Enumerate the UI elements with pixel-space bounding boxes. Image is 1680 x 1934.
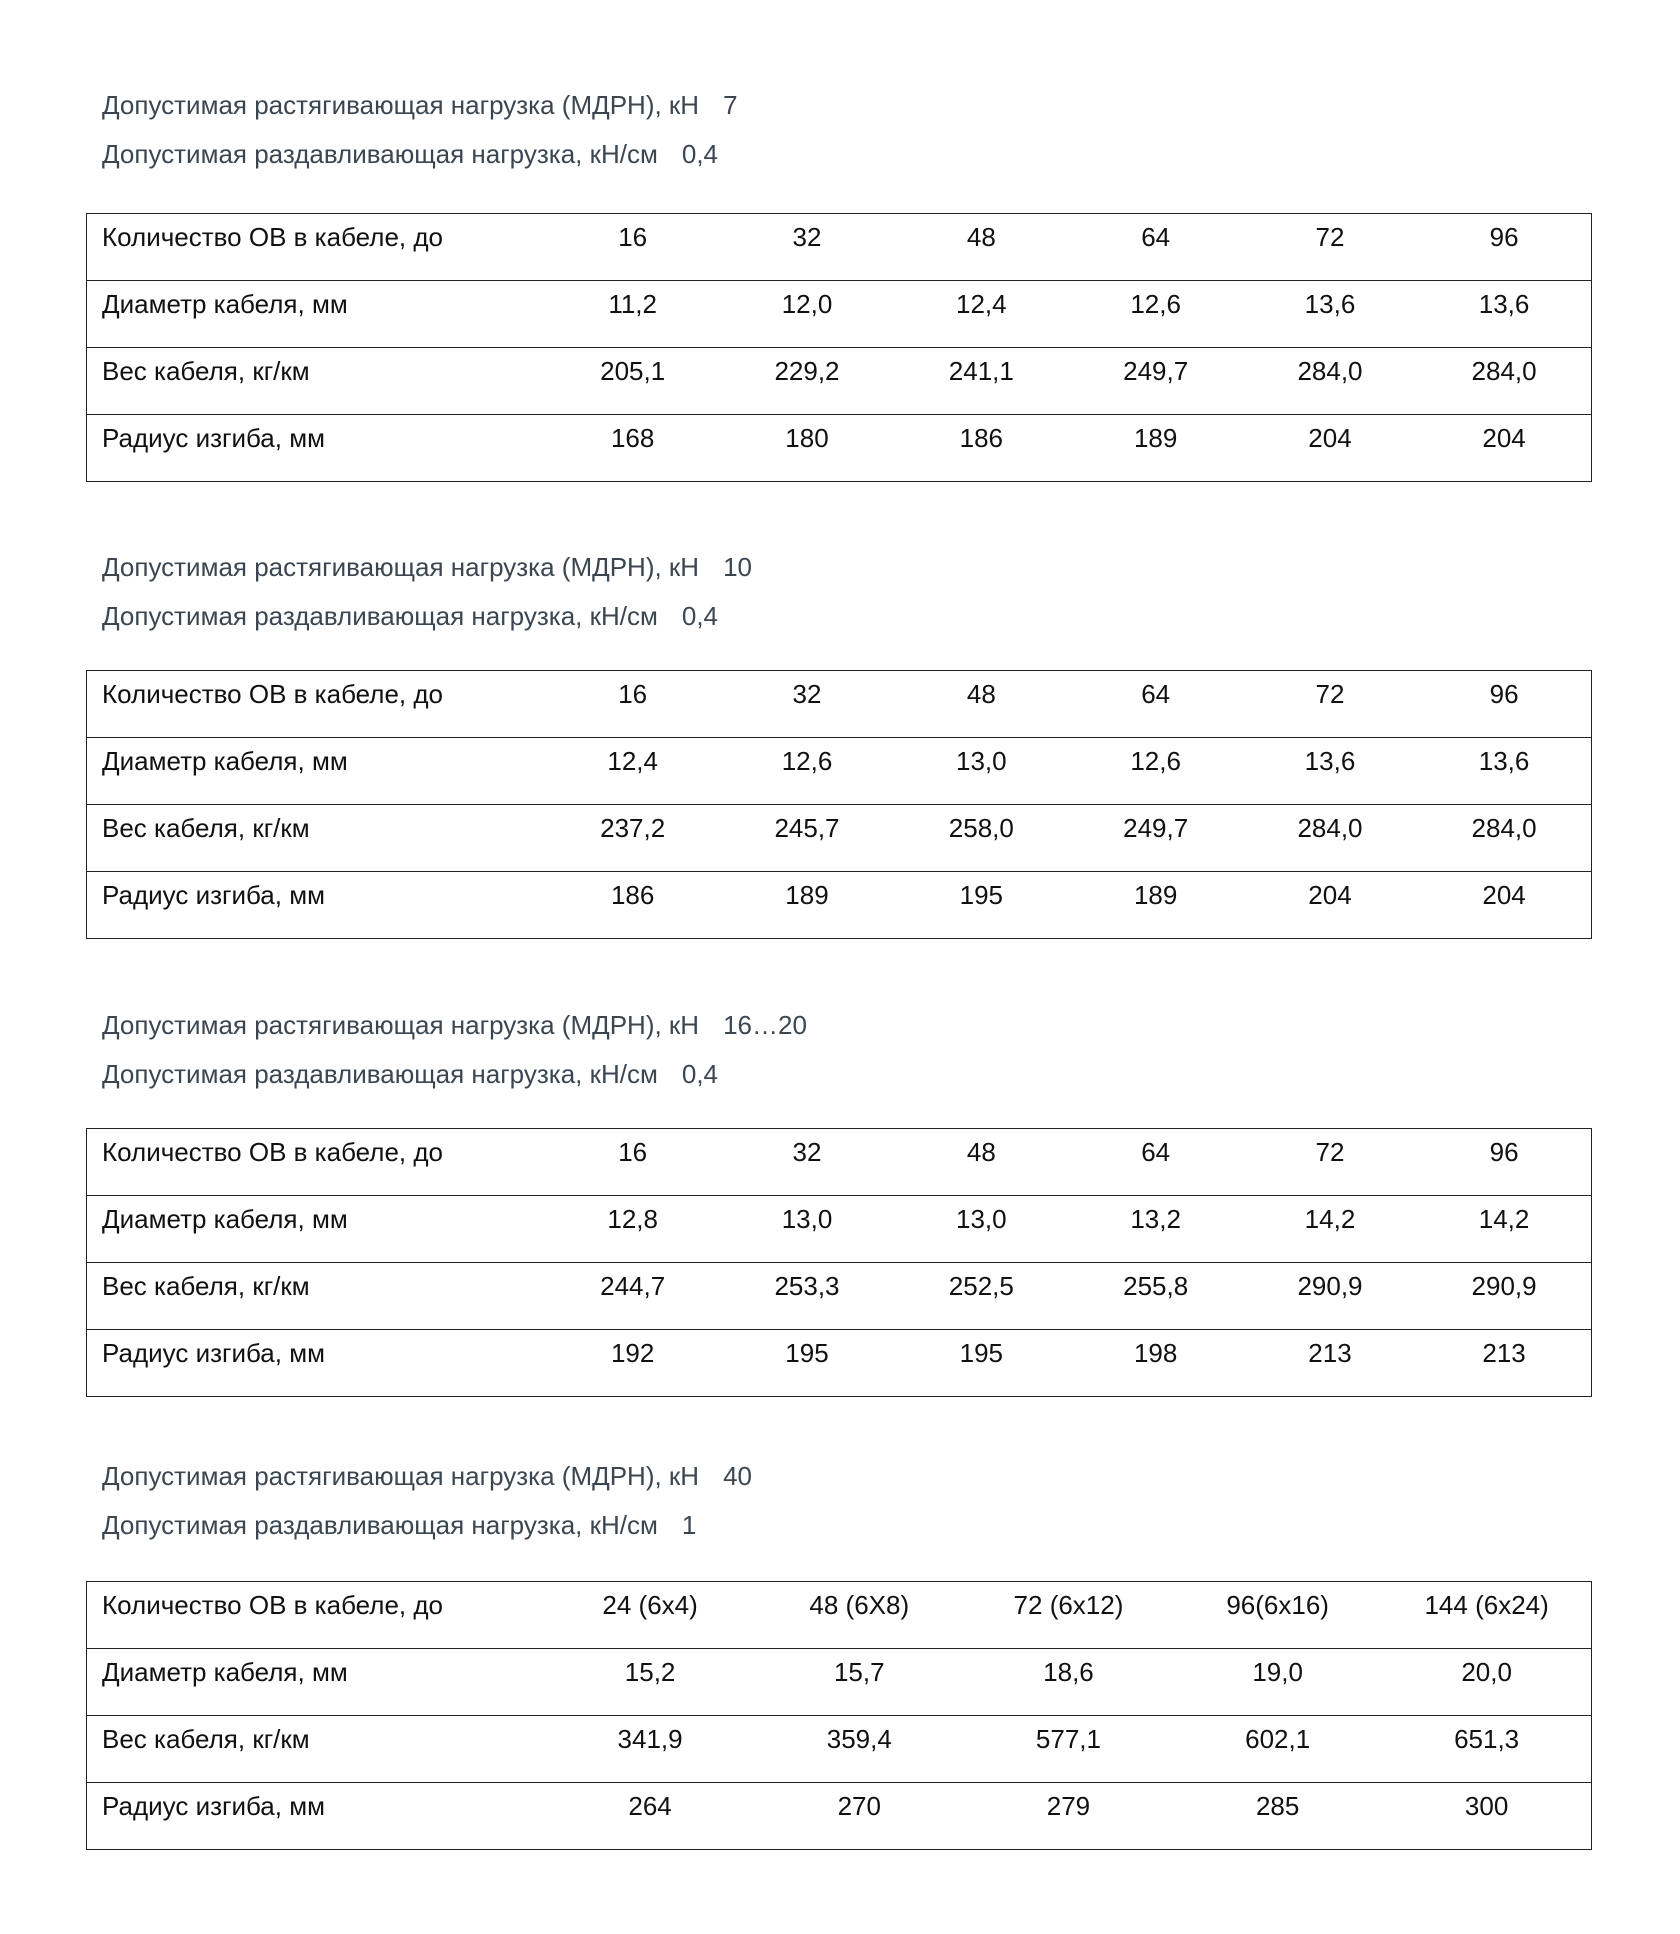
- table-cell: 13,0: [894, 1196, 1068, 1263]
- table-cell: 19,0: [1173, 1649, 1382, 1716]
- table-cell: 255,8: [1068, 1263, 1242, 1330]
- crush-load-line: [102, 1510, 696, 1541]
- tensile-load-line: [102, 90, 738, 121]
- row-label: Диаметр кабеля, мм: [87, 1196, 546, 1263]
- spec-table: [86, 1128, 1592, 1397]
- table-cell: 12,6: [720, 738, 894, 805]
- table-cell: 180: [720, 415, 894, 482]
- table-cell: 264: [546, 1783, 755, 1850]
- table-cell: 237,2: [546, 805, 720, 872]
- table-cell: 16: [546, 214, 720, 281]
- row-label: Вес кабеля, кг/км: [87, 348, 546, 415]
- row-label: Диаметр кабеля, мм: [87, 738, 546, 805]
- table-cell: 270: [755, 1783, 964, 1850]
- row-label: Радиус изгиба, мм: [87, 1783, 546, 1850]
- table-cell: 48 (6X8): [755, 1582, 964, 1649]
- table-cell: 195: [720, 1330, 894, 1397]
- table-cell: 12,0: [720, 281, 894, 348]
- table-cell: 32: [720, 671, 894, 738]
- table-cell: 13,6: [1417, 738, 1591, 805]
- table-row: [87, 1196, 1592, 1263]
- table-cell: 13,0: [720, 1196, 894, 1263]
- table-row: [87, 1783, 1592, 1850]
- table-cell: 14,2: [1417, 1196, 1591, 1263]
- crush-load-label: Допустимая раздавливающая нагрузка, кН/см: [102, 1510, 658, 1540]
- tensile-load-value: 16…20: [723, 1010, 807, 1040]
- table-cell: 284,0: [1243, 805, 1417, 872]
- table-cell: 229,2: [720, 348, 894, 415]
- table-cell: 284,0: [1417, 348, 1591, 415]
- table-cell: 13,6: [1243, 738, 1417, 805]
- table-cell: 195: [894, 1330, 1068, 1397]
- tensile-load-label: Допустимая растягивающая нагрузка (МДРН), кН: [102, 552, 700, 582]
- row-label: Количество ОВ в кабеле, до: [87, 671, 546, 738]
- table-cell: 16: [546, 1129, 720, 1196]
- table-cell: 24 (6x4): [546, 1582, 755, 1649]
- table-cell: 205,1: [546, 348, 720, 415]
- tensile-load-line: [102, 552, 752, 583]
- table-cell: 189: [1068, 415, 1242, 482]
- row-label: Вес кабеля, кг/км: [87, 1716, 546, 1783]
- crush-load-value: 0,4: [681, 601, 719, 631]
- table-cell: 284,0: [1243, 348, 1417, 415]
- table-cell: 48: [894, 214, 1068, 281]
- table-row: [87, 738, 1592, 805]
- table-cell: 577,1: [964, 1716, 1173, 1783]
- tensile-load-line: [102, 1461, 752, 1492]
- crush-load-value: 0,4: [681, 139, 719, 169]
- table-row: [87, 1582, 1592, 1649]
- table-cell: 15,7: [755, 1649, 964, 1716]
- tensile-load-label: Допустимая растягивающая нагрузка (МДРН), кН: [102, 90, 700, 120]
- table-cell: 189: [1068, 872, 1242, 939]
- table-cell: 12,6: [1068, 281, 1242, 348]
- table-cell: 48: [894, 1129, 1068, 1196]
- table-row: [87, 1649, 1592, 1716]
- table-cell: 244,7: [546, 1263, 720, 1330]
- table-cell: 189: [720, 872, 894, 939]
- table-cell: 284,0: [1417, 805, 1591, 872]
- table-row: [87, 805, 1592, 872]
- table-cell: 341,9: [546, 1716, 755, 1783]
- table-cell: 204: [1243, 872, 1417, 939]
- table-cell: 96(6x16): [1173, 1582, 1382, 1649]
- table-cell: 192: [546, 1330, 720, 1397]
- crush-load-line: [102, 139, 718, 170]
- table-cell: 253,3: [720, 1263, 894, 1330]
- table-cell: 48: [894, 671, 1068, 738]
- table-cell: 359,4: [755, 1716, 964, 1783]
- table-row: [87, 415, 1592, 482]
- table-cell: 258,0: [894, 805, 1068, 872]
- tensile-load-value: 7: [723, 90, 738, 120]
- table-cell: 204: [1417, 872, 1591, 939]
- row-label: Радиус изгиба, мм: [87, 872, 546, 939]
- table-cell: 64: [1068, 1129, 1242, 1196]
- table-cell: 13,0: [894, 738, 1068, 805]
- row-label: Диаметр кабеля, мм: [87, 1649, 546, 1716]
- table-row: [87, 872, 1592, 939]
- table-cell: 11,2: [546, 281, 720, 348]
- row-label: Количество ОВ в кабеле, до: [87, 1582, 546, 1649]
- table-cell: 32: [720, 214, 894, 281]
- table-cell: 72: [1243, 1129, 1417, 1196]
- table-cell: 186: [546, 872, 720, 939]
- row-label: Вес кабеля, кг/км: [87, 805, 546, 872]
- crush-load-label: Допустимая раздавливающая нагрузка, кН/см: [102, 139, 658, 169]
- table-cell: 168: [546, 415, 720, 482]
- table-cell: 72: [1243, 671, 1417, 738]
- table-row: [87, 671, 1592, 738]
- table-cell: 13,6: [1243, 281, 1417, 348]
- row-label: Количество ОВ в кабеле, до: [87, 214, 546, 281]
- row-label: Радиус изгиба, мм: [87, 1330, 546, 1397]
- table-cell: 602,1: [1173, 1716, 1382, 1783]
- table-cell: 96: [1417, 671, 1591, 738]
- table-cell: 18,6: [964, 1649, 1173, 1716]
- table-cell: 651,3: [1382, 1716, 1591, 1783]
- table-cell: 72 (6x12): [964, 1582, 1173, 1649]
- table-cell: 249,7: [1068, 805, 1242, 872]
- table-cell: 16: [546, 671, 720, 738]
- crush-load-line: [102, 601, 718, 632]
- table-cell: 204: [1417, 415, 1591, 482]
- table-row: [87, 1129, 1592, 1196]
- table-cell: 195: [894, 872, 1068, 939]
- table-cell: 13,6: [1417, 281, 1591, 348]
- row-label: Диаметр кабеля, мм: [87, 281, 546, 348]
- table-cell: 213: [1243, 1330, 1417, 1397]
- table-cell: 12,6: [1068, 738, 1242, 805]
- table-cell: 72: [1243, 214, 1417, 281]
- table-cell: 12,8: [546, 1196, 720, 1263]
- table-cell: 96: [1417, 214, 1591, 281]
- table-cell: 144 (6x24): [1382, 1582, 1591, 1649]
- table-cell: 64: [1068, 671, 1242, 738]
- table-cell: 12,4: [546, 738, 720, 805]
- table-cell: 245,7: [720, 805, 894, 872]
- tensile-load-label: Допустимая растягивающая нагрузка (МДРН), кН: [102, 1010, 700, 1040]
- table-cell: 241,1: [894, 348, 1068, 415]
- row-label: Вес кабеля, кг/км: [87, 1263, 546, 1330]
- table-cell: 186: [894, 415, 1068, 482]
- table-cell: 279: [964, 1783, 1173, 1850]
- table-row: [87, 1330, 1592, 1397]
- table-row: [87, 348, 1592, 415]
- table-cell: 198: [1068, 1330, 1242, 1397]
- tensile-load-value: 10: [723, 552, 753, 582]
- table-cell: 96: [1417, 1129, 1591, 1196]
- table-cell: 290,9: [1243, 1263, 1417, 1330]
- row-label: Количество ОВ в кабеле, до: [87, 1129, 546, 1196]
- spec-table: [86, 213, 1592, 482]
- table-cell: 64: [1068, 214, 1242, 281]
- tensile-load-line: [102, 1010, 807, 1041]
- spec-table: [86, 670, 1592, 939]
- table-cell: 13,2: [1068, 1196, 1242, 1263]
- table-cell: 32: [720, 1129, 894, 1196]
- tensile-load-value: 40: [723, 1461, 753, 1491]
- table-row: [87, 281, 1592, 348]
- table-row: [87, 1263, 1592, 1330]
- table-cell: 285: [1173, 1783, 1382, 1850]
- table-cell: 204: [1243, 415, 1417, 482]
- table-row: [87, 214, 1592, 281]
- table-row: [87, 1716, 1592, 1783]
- crush-load-label: Допустимая раздавливающая нагрузка, кН/см: [102, 601, 658, 631]
- table-cell: 290,9: [1417, 1263, 1591, 1330]
- table-cell: 300: [1382, 1783, 1591, 1850]
- table-cell: 14,2: [1243, 1196, 1417, 1263]
- row-label: Радиус изгиба, мм: [87, 415, 546, 482]
- table-cell: 15,2: [546, 1649, 755, 1716]
- spec-table: [86, 1581, 1592, 1850]
- crush-load-value: 1: [681, 1510, 697, 1540]
- table-cell: 20,0: [1382, 1649, 1591, 1716]
- crush-load-label: Допустимая раздавливающая нагрузка, кН/см: [102, 1059, 658, 1089]
- table-cell: 213: [1417, 1330, 1591, 1397]
- table-cell: 12,4: [894, 281, 1068, 348]
- table-cell: 249,7: [1068, 348, 1242, 415]
- table-cell: 252,5: [894, 1263, 1068, 1330]
- tensile-load-label: Допустимая растягивающая нагрузка (МДРН), кН: [102, 1461, 700, 1491]
- crush-load-value: 0,4: [681, 1059, 719, 1089]
- crush-load-line: [102, 1059, 718, 1090]
